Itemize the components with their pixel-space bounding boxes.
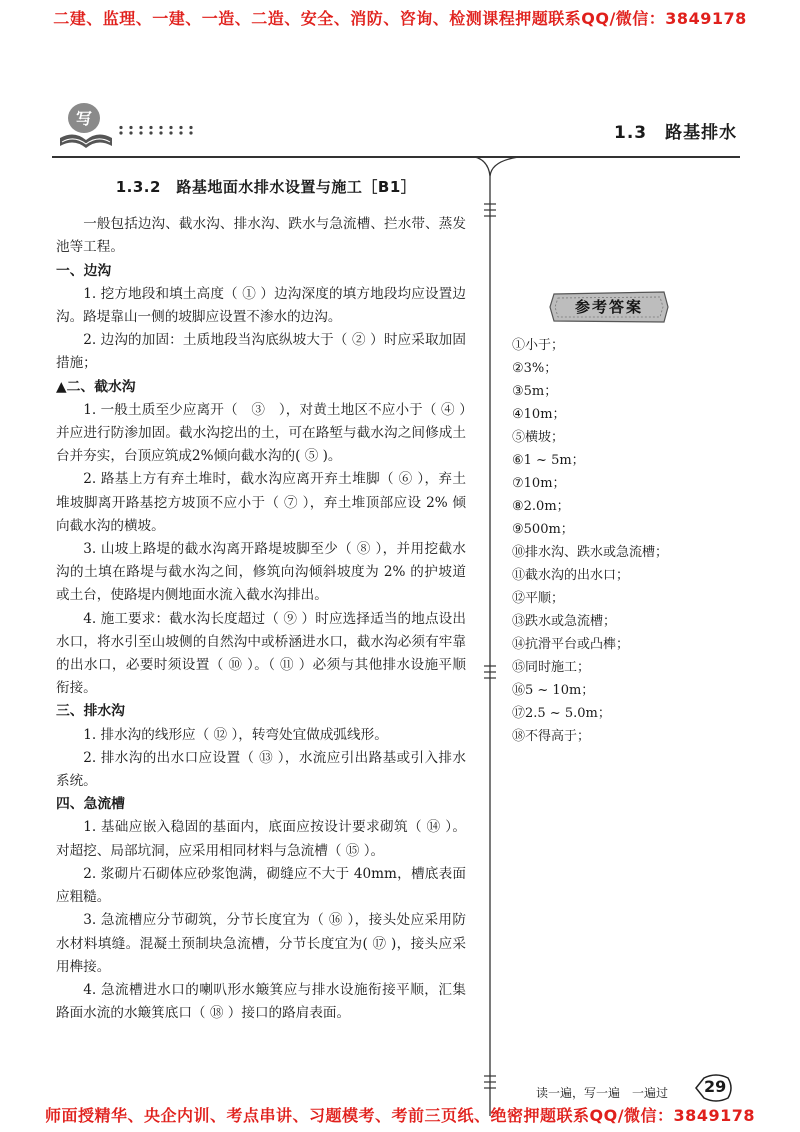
answer-item: ⑱不得高于；	[512, 729, 591, 744]
paragraph: 1. 挖方地段和填土高度（ ① ）边沟深度的填方地段均应设置边沟。路堤靠山一侧的坡脚应设置不渗水的边沟。	[56, 285, 466, 326]
answer-item: ④10m；	[512, 407, 566, 422]
subsection-title: 1.3.2 路基地面水排水设置与施工［B1］	[115, 178, 417, 196]
heading-chute: 四、急流槽	[56, 796, 125, 813]
paragraph: 2. 排水沟的出水口应设置（ ⑬ ），水流应引出路基或引入排水系统。	[56, 749, 466, 790]
top-banner: 二建、监理、一建、一造、二造、安全、消防、咨询、检测课程押题联系QQ/微信：3849178	[53, 9, 747, 28]
answer-item: ⑨500m；	[512, 522, 574, 537]
paragraph: 2. 浆砌片石砌体应砂浆饱满，砌缝应不大于 40mm，槽底表面应粗糙。	[56, 865, 466, 906]
paragraph: 1. 基础应嵌入稳固的基面内，底面应按设计要求砌筑（ ⑭ ）。对超挖、局部坑洞，应采用相同材料与急流槽（ ⑮ ）。	[56, 819, 466, 859]
answer-item: ⑯5 ~ 10m；	[512, 683, 595, 698]
answer-item: ⑦10m；	[512, 476, 566, 491]
paragraph: 1. 排水沟的线形应（ ⑫ ），转弯处宜做成弧线形。	[83, 726, 388, 743]
answer-item: ⑤横坡；	[512, 430, 565, 445]
paragraph: 4. 急流槽进水口的喇叭形水簸箕应与排水设施衔接平顺，汇集路面水流的水簸箕底口（ ⑱ ）接口的路肩表面。	[56, 981, 466, 1022]
main-content	[56, 176, 466, 1025]
page-number: 29	[704, 1077, 727, 1096]
paragraph: 2. 边沟的加固：土质地段当沟底纵坡大于（ ② ）时应采取加固措施；	[56, 332, 466, 372]
answer-item: ⑫平顺；	[512, 591, 565, 606]
answer-item: ③5m；	[512, 384, 558, 399]
book-logo-icon	[56, 98, 116, 154]
answer-item: ⑪截水沟的出水口；	[512, 568, 630, 583]
section-header: 1.3 路基排水	[614, 123, 738, 143]
paragraph: 1. 一般土质至少应离开（ ③ ），对黄土地区不应小于（ ④ ）并应进行防渗加固。截水沟挖出的土，可在路堑与截水沟之间修成土台并夯实，台顶应筑成2%倾向截水沟的( ⑤ )。	[56, 401, 466, 465]
answer-item: ⑰2.5 ~ 5.0m；	[512, 706, 611, 721]
answer-item: ②3%；	[512, 361, 558, 376]
paragraph: 3. 山坡上路堤的截水沟离开路堤坡脚至少（ ⑧ ），并用挖截水沟的土填在路堤与截水沟之间，修筑向沟倾斜坡度为 2% 的护坡道或土台，使路堤内侧地面水流入截水沟排出。	[56, 541, 466, 604]
answer-list	[512, 334, 742, 748]
answer-item: ⑮同时施工；	[512, 660, 591, 675]
decorative-dots	[118, 125, 208, 135]
footer-slogan: 读一遍，写一遍 一遍过	[536, 1086, 669, 1100]
paragraph: 2. 路基上方有弃土堆时，截水沟应离开弃土堆脚（ ⑥ ），弃土堆坡脚离开路基挖方坡顶不应小于（ ⑦ ），弃土堆顶部应设 2% 倾向截水沟的横坡。	[56, 471, 466, 534]
heading-drainage-ditch: 三、排水沟	[56, 703, 125, 720]
answer-item: ⑧2.0m；	[512, 499, 570, 514]
bottom-banner: 师面授精华、央企内训、考点串讲、习题模考、考前三页纸、绝密押题联系QQ/微信：3849178	[45, 1106, 755, 1125]
answer-item: ①小于；	[512, 338, 565, 353]
heading-side-ditch: 一、边沟	[56, 262, 112, 279]
answer-item: ⑩排水沟、跌水或急流槽；	[512, 545, 669, 560]
heading-intercepting-ditch: ▲二、截水沟	[56, 378, 136, 395]
paragraph: 4. 施工要求：截水沟长度超过（ ⑨ ）时应选择适当的地点设出水口，将水引至山坡侧的自然沟中或桥涵进水口，截水沟必须有牢靠的出水口，必要时须设置（ ⑩ ）。（ ⑪ ）必须与其他排水设施平顺衔接。	[56, 610, 466, 697]
logo-char: 写	[75, 109, 93, 128]
page-number-badge	[694, 1074, 734, 1102]
answers-title: 参考答案	[574, 298, 643, 316]
intro-paragraph: 一般包括边沟、截水沟、排水沟、跌水与急流槽、拦水带、蒸发池等工程。	[56, 216, 466, 256]
answer-item: ⑬跌水或急流槽；	[512, 614, 617, 629]
answers-badge	[548, 290, 670, 324]
paragraph: 3. 急流槽应分节砌筑，分节长度宜为（ ⑯ ），接头处应采用防水材料填缝。混凝土预制块急流槽，分节长度宜为( ⑰ )，接头应采用榫接。	[56, 912, 466, 975]
answer-item: ⑥1 ~ 5m；	[512, 453, 585, 468]
answer-item: ⑭抗滑平台或凸榫；	[512, 637, 630, 652]
header-rule	[52, 156, 740, 158]
